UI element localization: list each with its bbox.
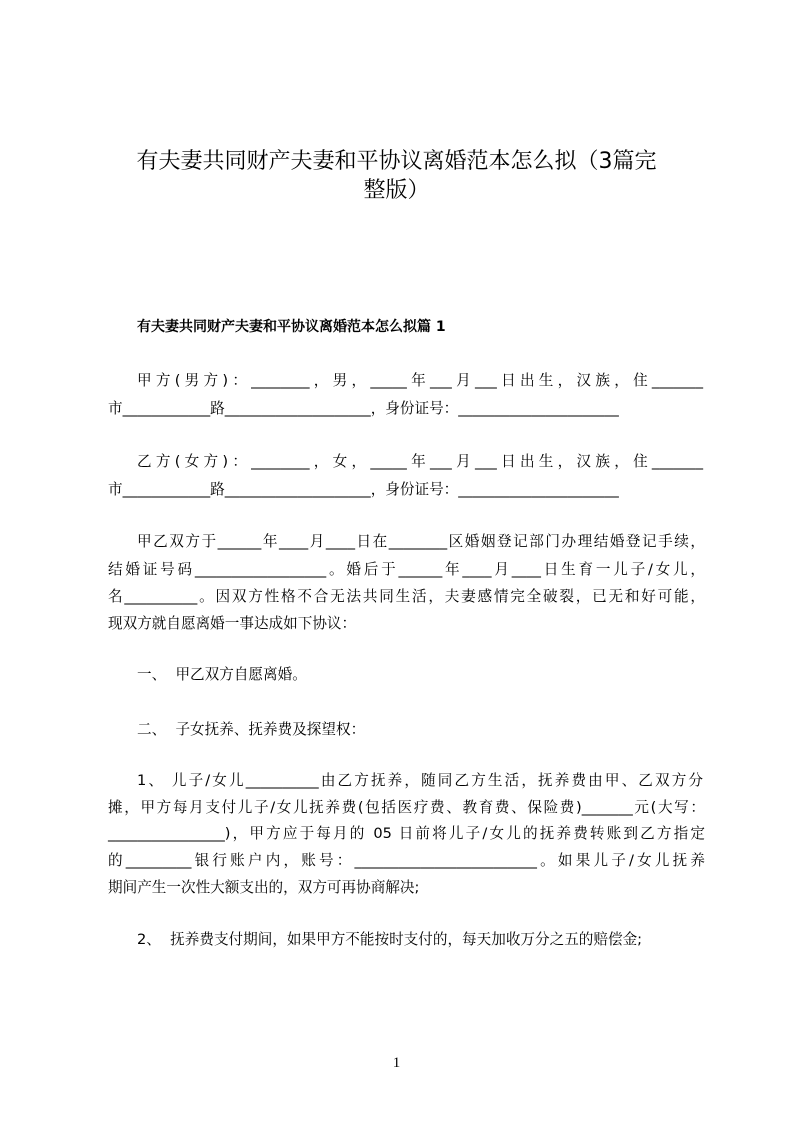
item-1-line-4: 的_________银行账户内，账号：_________________________。如果儿子/女儿抚养 [108,852,705,869]
item-1-line-2: 摊，甲方每月支付儿子/女儿抚养费(包括医疗费、教育费、保险费)_______元(大写： [108,799,705,816]
item-1-line-3: ________________)，甲方应于每月的 05 日前将儿子/女儿的抚养费转账到乙方指定 [108,825,705,842]
party-a-line-1: 甲方(男方)：________，男，_____年___月___日出生，汉族，住_______ [137,372,703,389]
section-heading: 有夫妻共同财产夫妻和平协议离婚范本怎么拟篇 1 [137,319,446,335]
party-a-line-2: 市____________路____________________，身份证号：______________________ [108,400,619,417]
document-title-line-2: 整版） [363,178,430,203]
item-1-line-5: 期间产生一次性大额支出的，双方可再协商解决; [108,879,420,896]
party-b-line-1: 乙方(女方)：________，女，_____年___月___日出生，汉族，住_______ [137,453,703,470]
marriage-line-3: 名__________。因双方性格不合无法共同生活，夫妻感情完全破裂，已无和好可能， [108,588,705,605]
item-1-line-1: 1、 儿子/女儿__________由乙方抚养，随同乙方生活，抚养费由甲、乙双方分 [137,772,703,789]
item-2: 2、 抚养费支付期间，如果甲方不能按时支付的，每天加收万分之五的赔偿金; [137,931,643,948]
clause-1: 一、 甲乙双方自愿离婚。 [137,666,307,683]
clause-2: 二、 子女抚养、抚养费及探望权： [137,721,366,738]
marriage-line-4: 现双方就自愿离婚一事达成如下协议： [108,615,357,632]
party-b-line-2: 市____________路____________________，身份证号：______________________ [108,481,619,498]
page-number: 1 [392,1055,401,1071]
document-title-line-1: 有夫妻共同财产夫妻和平协议离婚范本怎么拟（3篇完 [136,149,657,174]
marriage-line-2: 结婚证号码__________________。婚后于______年____月____日生育一儿子/女儿， [108,561,705,578]
marriage-line-1: 甲乙双方于______年____月____日在________区婚姻登记部门办理结婚登记手续， [137,533,705,550]
